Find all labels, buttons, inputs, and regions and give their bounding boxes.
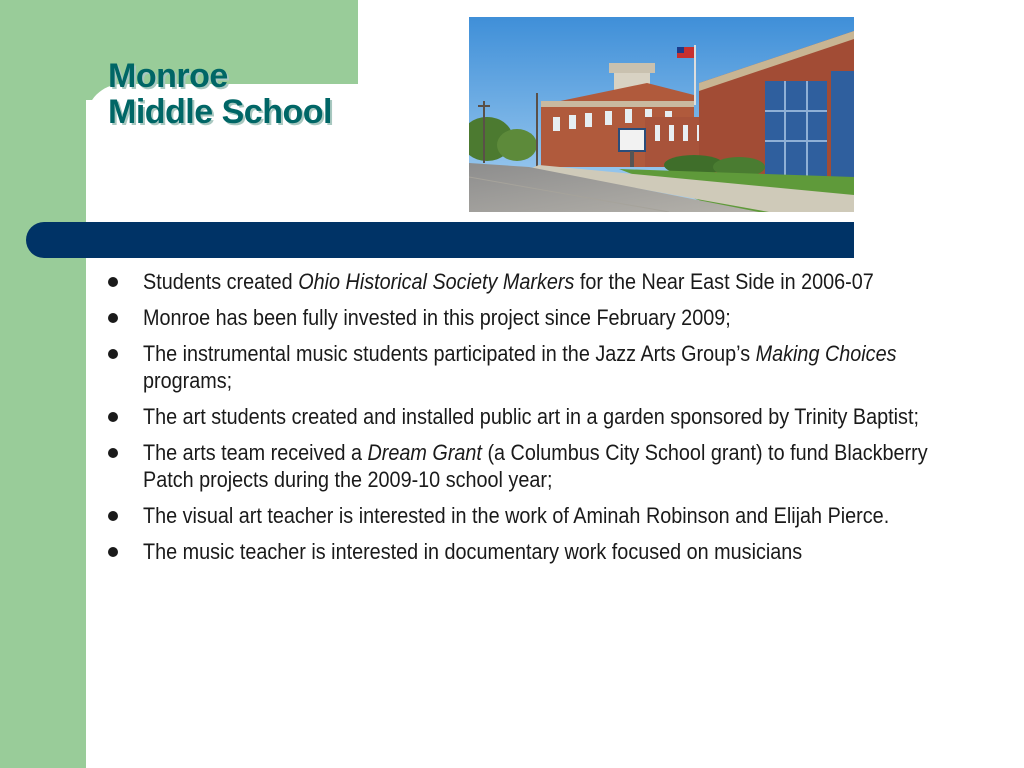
bullet-text-run: The music teacher is interested in documentary work focused on musicians: [143, 539, 803, 564]
bullet-text-run: programs;: [143, 368, 233, 393]
slide-title-line-1: Monroe: [108, 57, 228, 95]
bullet-item: [104, 268, 964, 295]
bullet-item: [104, 502, 964, 529]
bullet-text: [143, 304, 963, 331]
bullet-italic-text: Making Choices: [755, 341, 897, 366]
bullet-list: [104, 268, 964, 574]
navy-divider-bar: [26, 222, 854, 258]
bullet-text: [143, 340, 963, 394]
bullet-text-run: (a Columbus City School grant) to fund Blackberry Patch projects during the 2009-10 school year;: [143, 440, 928, 492]
school-building-photo: [469, 17, 854, 212]
bullet-text: [143, 268, 963, 295]
bullet-text: [143, 439, 963, 493]
bullet-text-run: Students created: [143, 269, 299, 294]
bullet-text: [143, 502, 963, 529]
bullet-item: [104, 340, 964, 394]
bullet-item: [104, 439, 964, 493]
bullet-item: [104, 304, 964, 331]
slide-title-line-2: Middle School: [108, 93, 332, 131]
bullet-italic-text: Ohio Historical Society Markers: [298, 269, 575, 294]
bullet-item: [104, 403, 964, 430]
bullet-text-run: The art students created and installed public art in a garden sponsored by Trinity Baptist;: [143, 404, 919, 429]
bullet-text-run: The instrumental music students participated in the Jazz Arts Group’s: [143, 341, 756, 366]
slide-title: [108, 58, 332, 130]
green-sidebar-band: [0, 0, 86, 768]
bullet-italic-text: Dream Grant: [367, 440, 482, 465]
bullet-text-run: The visual art teacher is interested in the work of Aminah Robinson and Elijah Pierce.: [143, 503, 890, 528]
bullet-text-run: for the Near East Side in 2006-07: [574, 269, 874, 294]
bullet-text-run: Monroe has been fully invested in this project since February 2009;: [143, 305, 731, 330]
bullet-text: [143, 538, 963, 565]
bullet-text-run: The arts team received a: [143, 440, 368, 465]
bullet-item: [104, 538, 964, 565]
bullet-text: [143, 403, 963, 430]
